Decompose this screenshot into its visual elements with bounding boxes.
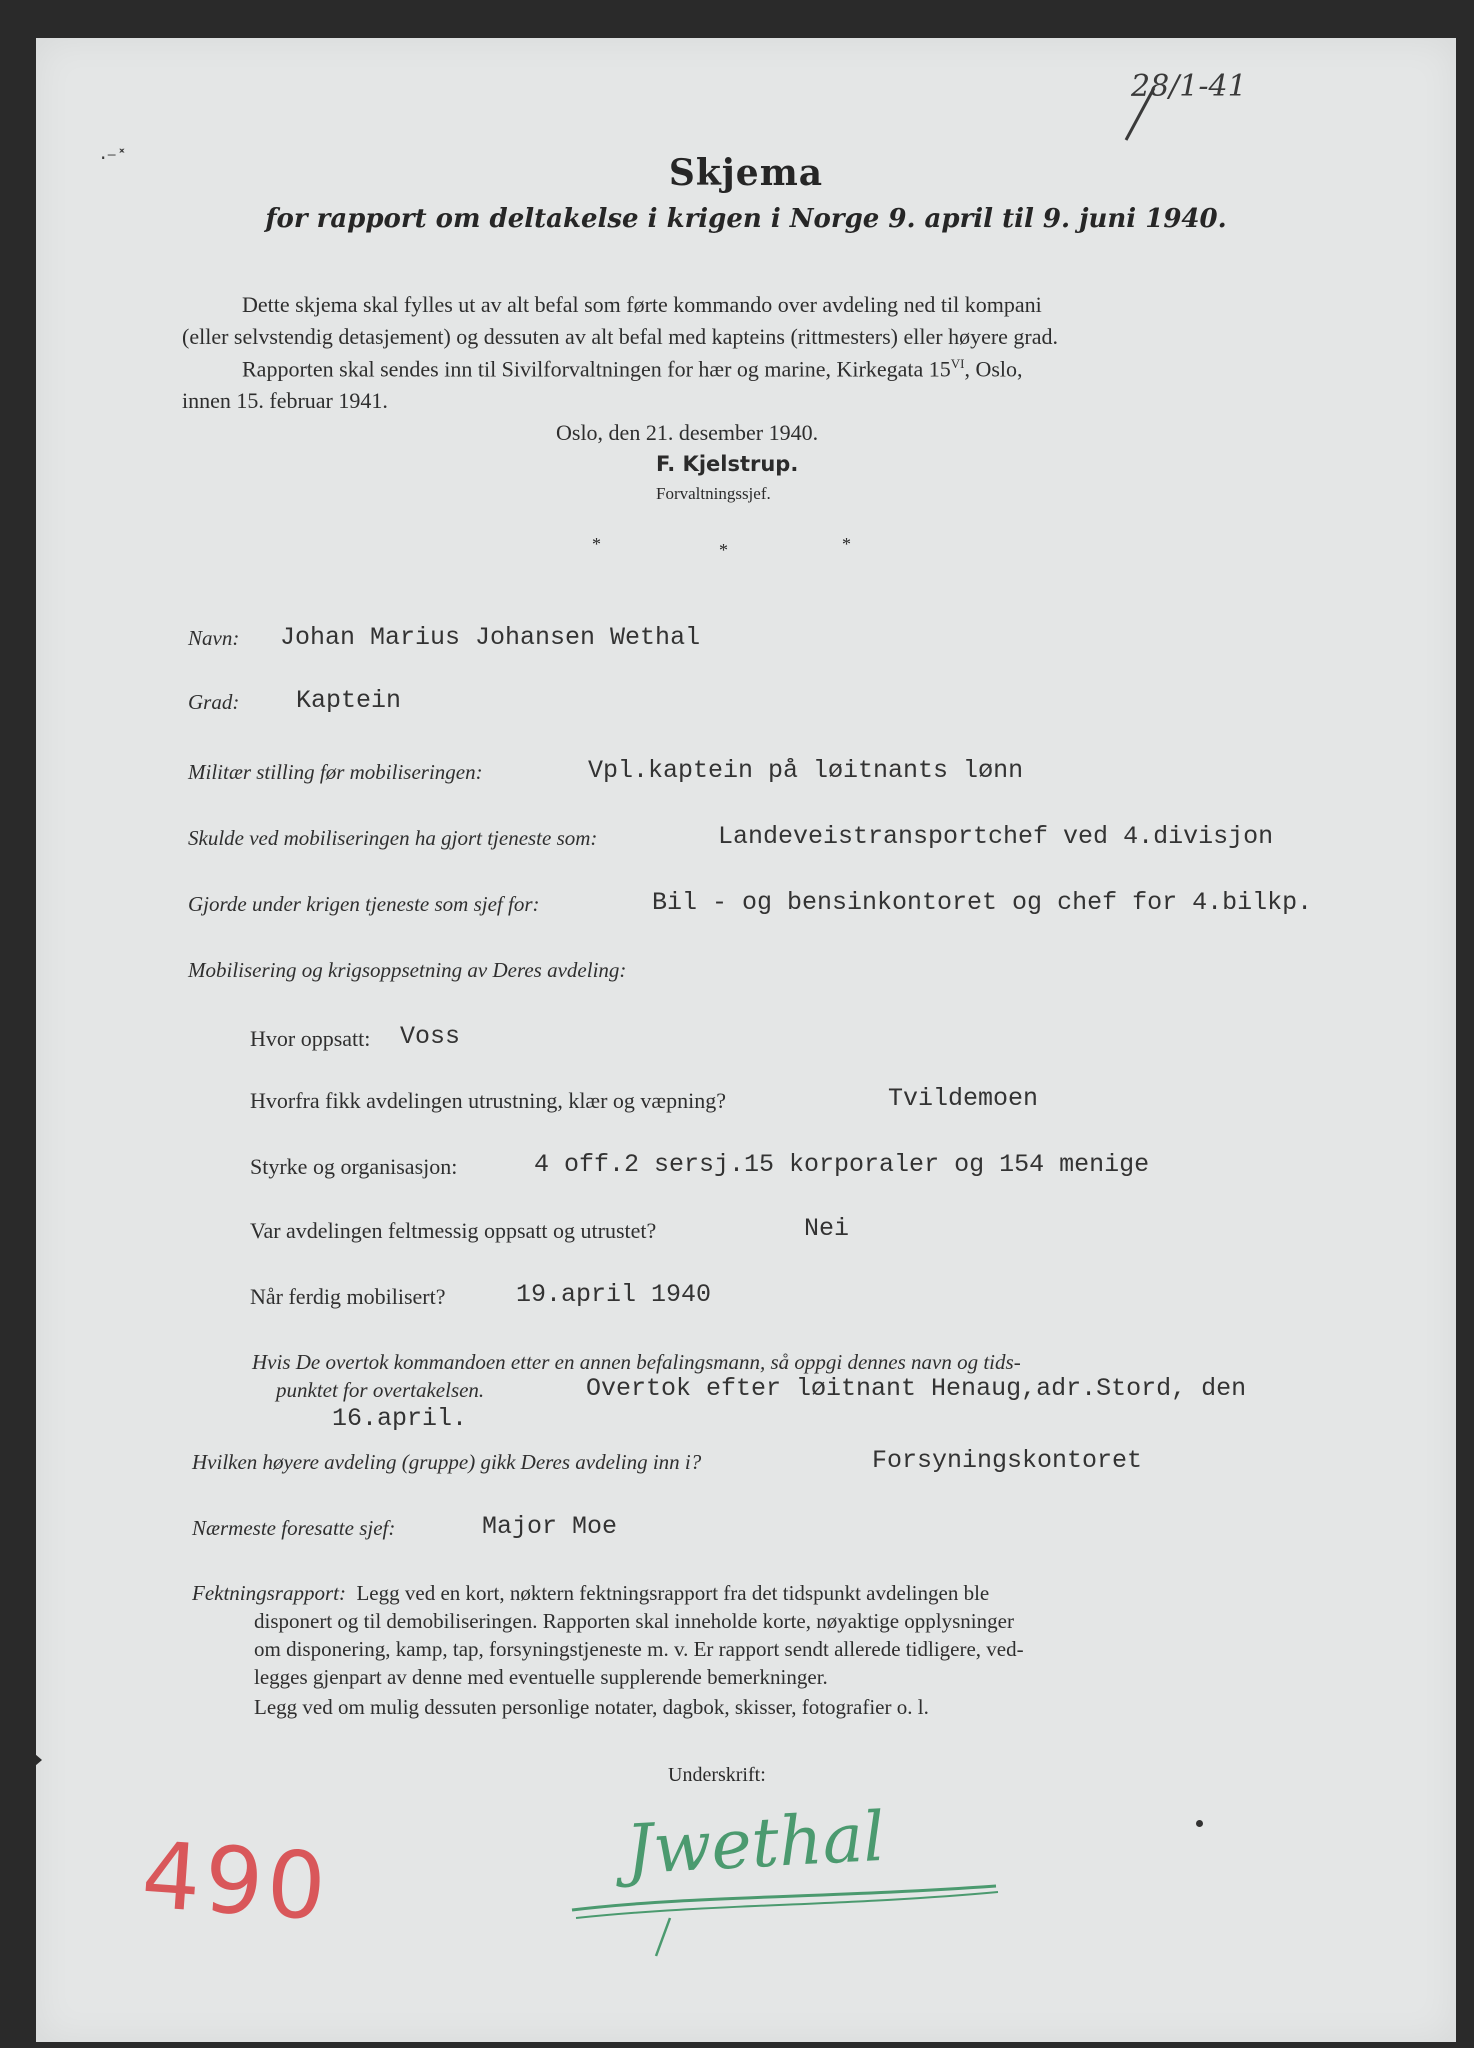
hvis-label-2: punktet for overtakelsen. (276, 1378, 485, 1402)
navn-label: Navn: (188, 626, 240, 650)
hvor-value: Voss (400, 1022, 461, 1051)
fektning-paragraph (192, 1580, 989, 1607)
intro-line-4: innen 15. februar 1941. (182, 388, 388, 413)
handwritten-signature (566, 1778, 1036, 1958)
fektning-line-1: Legg ved en kort, nøktern fektningsrapport fra det tidspunkt avdelingen ble (356, 1581, 990, 1605)
naar-value: 19.april 1940 (516, 1280, 712, 1309)
var-value: Nei (804, 1214, 850, 1243)
intro-line-3: Rapporten skal sendes inn til Sivilforvaltningen for hær og marine, Kirkegata $15^{VI}$, Oslo, (242, 356, 1023, 382)
hvor-label: Hvor oppsatt: (250, 1026, 371, 1051)
ink-dot (1196, 1820, 1203, 1827)
hvorfra-value: Tvildemoen (888, 1084, 1039, 1113)
handwritten-date-num: 28/1-41 (1131, 69, 1247, 104)
skulde-label: Skulde ved mobiliseringen ha gjort tjeneste som: (188, 826, 598, 850)
separator-star: * (592, 534, 601, 554)
signature-label: Underskrift: (668, 1764, 766, 1786)
form-title: Skjema (668, 152, 824, 194)
stilling-value: Vpl.kaptein på løitnants lønn (588, 756, 1024, 785)
form-subtitle: for rapport om deltakelse i krigen i Norge 9. april til 9. juni 1940. (265, 204, 1227, 234)
hvorfra-label: Hvorfra fikk avdelingen utrustning, klær og væpning? (250, 1088, 726, 1113)
hvis-label-1: Hvis De overtok kommandoen etter en annen befalingsmann, så oppgi dennes navn og tids- (252, 1350, 1021, 1374)
navn-value: Johan Marius Johansen Wethal (280, 623, 701, 652)
stilling-label: Militær stilling før mobiliseringen: (188, 760, 483, 784)
archive-number: 490 (138, 1821, 334, 1942)
intro-line-1: Dette skjema skal fylles ut av alt befal som førte kommando over avdeling ned til kompani (242, 292, 1042, 317)
separator-star: * (719, 540, 728, 560)
signer-name: F. Kjelstrup. (656, 452, 799, 476)
hvis-value-2: 16.april. (332, 1404, 468, 1433)
mobilisering-label: Mobilisering og krigsoppsetning av Deres avdeling: (188, 958, 627, 982)
place-date: Oslo, den 21. desember 1940. (556, 420, 819, 445)
hoyere-label: Hvilken høyere avdeling (gruppe) gikk Deres avdeling inn i? (192, 1450, 702, 1474)
naermeste-value: Major Moe (482, 1512, 618, 1541)
gjorde-value: Bil - og bensinkontoret og chef for 4.bilkp. (652, 888, 1313, 917)
fektning-line-2: disponert og til demobiliseringen. Rapporten skal inneholde korte, nøyaktige opplysninger (254, 1609, 1014, 1633)
fektning-line-5: Legg ved om mulig dessuten personlige notater, dagbok, skisser, fotografier o. l. (254, 1695, 929, 1719)
naar-label: Når ferdig mobilisert? (250, 1284, 446, 1309)
grad-label: Grad: (188, 690, 240, 714)
intro-line-2: (eller selvstendig detasjement) og dessuten av alt befal med kapteins (rittmesters) eller høyere grad. (182, 324, 1059, 349)
hvis-value-1: Overtok efter løitnant Henaug,adr.Stord, den (586, 1374, 1247, 1403)
edge-notch (28, 1748, 42, 1772)
margin-mark: ·⁻˟ (100, 146, 127, 170)
hoyere-value: Forsyningskontoret (872, 1446, 1143, 1475)
skulde-value: Landeveistransportchef ved 4.divisjon (718, 822, 1274, 851)
fektning-label: Fektningsrapport: (192, 1581, 346, 1605)
fektning-line-4: legges gjenpart av denne med eventuelle supplerende bemerkninger. (254, 1665, 828, 1689)
gjorde-label: Gjorde under krigen tjeneste som sjef for: (188, 892, 540, 916)
naermeste-label: Nærmeste foresatte sjef: (192, 1516, 396, 1540)
styrke-label: Styrke og organisasjon: (250, 1154, 458, 1179)
var-label: Var avdelingen feltmessig oppsatt og utrustet? (250, 1218, 657, 1243)
document-page (36, 38, 1456, 2042)
signature-text: Jwethal (623, 1797, 887, 1891)
signer-title: Forvaltningssjef. (656, 484, 771, 503)
styrke-value: 4 off.2 sersj.15 korporaler og 154 menige (534, 1150, 1150, 1179)
separator-star: * (842, 534, 851, 554)
grad-value: Kaptein (296, 686, 402, 715)
fektning-line-3: om disponering, kamp, tap, forsyningstjeneste m. v. Er rapport sendt allerede tidligere, ved- (254, 1637, 1024, 1661)
intro-superscript: VI (950, 356, 965, 371)
